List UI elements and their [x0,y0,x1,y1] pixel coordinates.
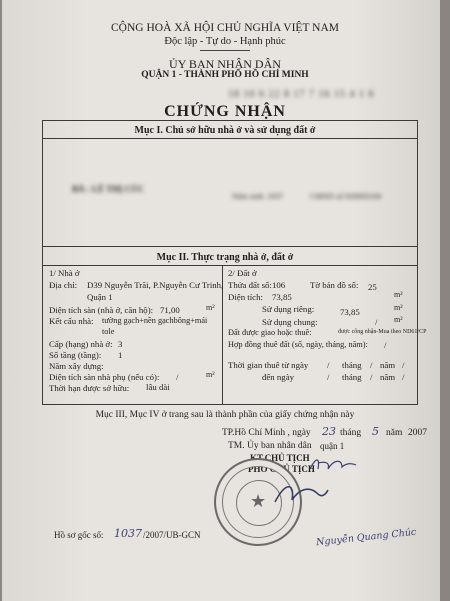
lease-to-year-label: năm [380,372,396,382]
lease-from-year-slash: / [402,360,405,370]
area-label: Diện tích: [228,292,263,302]
map-value: 25 [368,282,377,292]
address-line1: D39 Nguyễn Trãi, P.Nguyễn Cư Trinh, [87,280,224,290]
divider [42,404,418,405]
record-label: Hồ sơ gốc số: [54,530,104,540]
section2-heading: Mục II. Thực trạng nhà ở, đất ở [156,252,294,263]
lease-contract-value: / [384,340,387,350]
floor-area-label: Diện tích sàn (nhà ở, căn hộ): [49,305,154,315]
date-day: 23 [322,425,336,438]
owner-id-card: CMND số 020093194 [310,192,382,201]
land-label: 2/ Đất ở [228,268,257,278]
divider [42,246,418,247]
signature-icon [270,480,330,510]
floor-area-unit: m² [206,303,215,312]
shared-use-unit: m² [394,315,403,324]
initials-signature-icon [308,455,358,475]
city-date-prefix: TP.Hồ Chí Minh , ngày [222,428,311,438]
divider [42,265,418,266]
lease-to-slash: / [327,372,330,382]
section1-heading: Mục I. Chủ sở hữu nhà ở và sử dụng đất ở [134,125,316,136]
lease-contract-label: Hợp đồng thuê đất (số, ngày, tháng, năm): [228,340,368,349]
lease-to-month-slash: / [370,372,373,382]
plot-value: 106 [272,280,286,290]
area-value: 73,85 [272,292,292,302]
tenure-label: Thời hạn được sở hữu: [49,383,130,393]
divider [42,138,418,139]
allocation-label: Đất được giao hoặc thuê: [228,328,312,337]
structure-label: Kết cấu nhà: [49,316,94,326]
floors-value: 1 [118,350,123,360]
shared-use-value: / [375,317,378,327]
official-seal-icon: ★ [214,458,302,546]
built-year-label: Năm xây dựng: [49,361,104,371]
nation-header: CỘNG HOÀ XÃ HỘI CHỦ NGHĨA VIỆT NAM [111,22,339,34]
private-use-label: Sử dụng riêng: [262,304,315,314]
floors-label: Số tầng (tầng): [49,350,102,360]
address-line2: Quận 1 [87,292,113,302]
owner-birth-year: Năm sinh: 1937 [232,192,284,201]
aux-area-label: Diện tích sàn nhà phụ (nếu có): [49,372,160,382]
structure-line2: tole [102,327,115,336]
lease-to-year-slash: / [402,372,405,382]
grade-label: Cấp (hạng) nhà ở: [49,339,113,349]
notice-text: Mục III, Mục IV ở trang sau là thành phần của giấy chứng nhận này [95,410,355,420]
record-number: 1037 [114,527,142,540]
date-month-label: tháng [340,428,362,438]
map-label: Tờ bản đồ số: [310,280,359,290]
grade-value: 3 [118,339,123,349]
house-label: 1/ Nhà ở [49,268,80,278]
floor-area-value: 71,00 [160,305,180,315]
certificate-title: CHỨNG NHẬN [164,103,286,120]
lease-to-month-label: tháng [342,372,362,382]
plot-label: Thửa đất số: [228,280,272,290]
committee-title: ỦY BAN NHÂN DÂN [169,57,281,71]
signer-name: Nguyễn Quang Chúc [315,526,417,549]
district-title: QUẬN 1 - THÀNH PHỐ HỒ CHÍ MINH [141,70,309,80]
lease-from-month-slash: / [370,360,373,370]
structure-line1: tường gạch+nền gạchbông+mái [102,316,208,325]
area-unit: m² [394,290,403,299]
on-behalf-label: TM. Ủy ban nhân dân [228,441,312,451]
on-behalf-district: quận 1 [320,441,345,451]
record-suffix: /2007/UB-GCN [143,530,201,540]
lease-from-label: Thời gian thuê từ ngày [228,360,309,370]
private-use-unit: m² [394,303,403,312]
date-year: 2007 [408,428,427,438]
date-month: 5 [372,425,379,438]
allocation-value: được công nhận-Mua theo ND61/CP [338,329,427,335]
address-label: Địa chỉ: [49,280,78,290]
serial-number: 18 10 6 22 8 17 7 16 15 4 1 6 [228,89,375,100]
lease-to-label: đến ngày [262,372,295,382]
lease-from-slash: / [327,360,330,370]
motto-underline [200,50,250,51]
motto: Độc lập - Tự do - Hạnh phúc [164,36,286,47]
date-year-label: năm [386,428,403,438]
lease-from-year-label: năm [380,360,396,370]
tenure-value: lâu dài [146,382,170,392]
owner-name: BÀ : LÊ THỊ CÚC [72,184,145,194]
kt-chairman: KT.CHỦ TỊCH [250,453,310,463]
lease-from-month-label: tháng [342,360,362,370]
shared-use-label: Sử dụng chung: [262,317,318,327]
aux-area-unit: m² [206,370,215,379]
private-use-value: 73,85 [340,307,360,317]
vice-chairman: PHÓ CHỦ TỊCH [248,464,315,474]
aux-area-value: / [176,372,179,382]
